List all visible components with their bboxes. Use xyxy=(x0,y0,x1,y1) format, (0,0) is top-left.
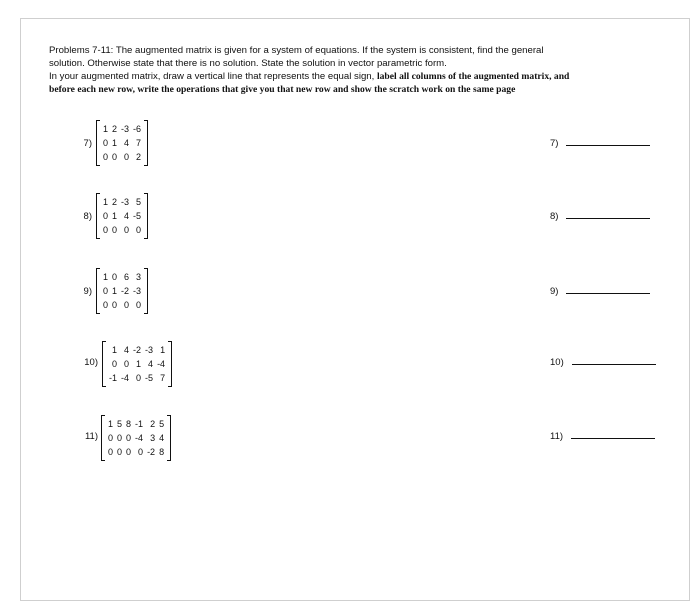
instructions-line-3-normal: In your augmented matrix, draw a vertical line that represents the equal sign, xyxy=(49,71,377,82)
problem-9 xyxy=(0,266,700,326)
problem-8 xyxy=(0,191,700,251)
problem-10 xyxy=(0,340,700,400)
matrix-cell: 0 xyxy=(103,152,109,162)
answer-label: 8) xyxy=(550,211,559,222)
matrix-cell: -2 xyxy=(133,345,142,355)
matrix-cell: 0 xyxy=(136,225,142,235)
matrix-cell: 4 xyxy=(159,433,165,443)
answer-line[interactable] xyxy=(550,286,650,297)
answer-blank[interactable] xyxy=(571,437,655,439)
matrix-cell: 7 xyxy=(136,138,142,148)
matrix-cell: -1 xyxy=(135,419,144,429)
matrix-cell: 0 xyxy=(108,447,114,457)
answer-line[interactable] xyxy=(550,357,656,368)
matrix-cell: 0 xyxy=(136,300,142,310)
matrix-cell: 0 xyxy=(112,359,118,369)
answer-line[interactable] xyxy=(550,211,650,222)
matrix-cell: 0 xyxy=(112,152,118,162)
problem-number: 11) xyxy=(84,431,98,442)
instructions-line-4: before each new row, write the operations that give you that new row and show the scratch work on the same page xyxy=(49,84,516,95)
answer-label: 7) xyxy=(550,138,559,149)
matrix-cell: 4 xyxy=(124,211,130,221)
matrix-cell: 0 xyxy=(103,138,109,148)
matrix-cell: 3 xyxy=(136,272,142,282)
matrix-cell: 0 xyxy=(124,152,130,162)
matrix-cell: -3 xyxy=(133,286,142,296)
problem-11 xyxy=(0,413,700,473)
augmented-matrix xyxy=(102,342,172,386)
answer-blank[interactable] xyxy=(566,292,650,294)
problem-number: 9) xyxy=(83,286,92,297)
matrix-cell: 7 xyxy=(160,373,166,383)
matrix-cell: 0 xyxy=(124,225,130,235)
matrix-cell: 8 xyxy=(159,447,165,457)
matrix-cell: 4 xyxy=(124,345,130,355)
matrix-cell: 1 xyxy=(112,345,118,355)
matrix-cell: 5 xyxy=(136,197,142,207)
matrix-cell: 4 xyxy=(148,359,154,369)
instructions-line-3-bold: label all columns of the augmented matrix, and xyxy=(376,71,570,82)
matrix-cell: 0 xyxy=(108,433,114,443)
matrix-cell: 0 xyxy=(126,433,132,443)
answer-line[interactable] xyxy=(550,431,655,442)
matrix-cell: -6 xyxy=(133,124,142,134)
augmented-matrix xyxy=(96,269,148,313)
problem-number: 8) xyxy=(83,211,92,222)
matrix-cell: 1 xyxy=(112,138,118,148)
matrix-cell: 4 xyxy=(124,138,130,148)
instructions-line-2: solution. Otherwise state that there is no solution. State the solution in vector parametric form. xyxy=(49,58,447,69)
matrix-cell: 0 xyxy=(103,211,109,221)
matrix-cell: 1 xyxy=(103,197,109,207)
matrix-cell: 0 xyxy=(136,373,142,383)
matrix-cell: -4 xyxy=(135,433,144,443)
augmented-matrix xyxy=(101,416,171,460)
matrix-cell: -1 xyxy=(109,373,118,383)
matrix-cell: -4 xyxy=(121,373,130,383)
matrix-cell: 1 xyxy=(103,272,109,282)
matrix-cell: 0 xyxy=(126,447,132,457)
matrix-cell: -2 xyxy=(147,447,156,457)
matrix-cell: 3 xyxy=(150,433,156,443)
matrix-cell: 0 xyxy=(112,225,118,235)
matrix-cell: 0 xyxy=(124,359,130,369)
matrix-cell: 2 xyxy=(112,124,118,134)
matrix-cell: -4 xyxy=(157,359,166,369)
matrix-cell: 0 xyxy=(117,447,123,457)
matrix-cell: 2 xyxy=(112,197,118,207)
matrix-cell: -3 xyxy=(121,124,130,134)
matrix-cell: 0 xyxy=(103,225,109,235)
matrix-cell: 2 xyxy=(150,419,156,429)
matrix-cell: 0 xyxy=(138,447,144,457)
instructions-line-1: Problems 7-11: The augmented matrix is given for a system of equations. If the system is consistent, find the general xyxy=(49,45,544,56)
answer-label: 10) xyxy=(550,357,564,368)
answer-blank[interactable] xyxy=(566,217,650,219)
augmented-matrix xyxy=(96,121,148,165)
augmented-matrix xyxy=(96,194,148,238)
matrix-cell: 0 xyxy=(112,272,118,282)
matrix-cell: 0 xyxy=(103,300,109,310)
matrix-cell: 0 xyxy=(103,286,109,296)
matrix-cell: -5 xyxy=(145,373,154,383)
matrix-cell: 0 xyxy=(112,300,118,310)
matrix-cell: 0 xyxy=(117,433,123,443)
problem-7 xyxy=(0,118,700,178)
answer-line[interactable] xyxy=(550,138,650,149)
problem-number: 7) xyxy=(83,138,92,149)
matrix-cell: 6 xyxy=(124,272,130,282)
instructions-line-3 xyxy=(49,70,659,83)
matrix-cell: 1 xyxy=(112,211,118,221)
instructions xyxy=(49,44,659,96)
problem-number: 10) xyxy=(84,357,98,368)
matrix-cell: -3 xyxy=(121,197,130,207)
matrix-cell: 1 xyxy=(136,359,142,369)
matrix-cell: -3 xyxy=(145,345,154,355)
answer-label: 11) xyxy=(550,431,564,442)
matrix-cell: 2 xyxy=(136,152,142,162)
matrix-cell: 5 xyxy=(159,419,165,429)
matrix-cell: 0 xyxy=(124,300,130,310)
matrix-cell: 1 xyxy=(103,124,109,134)
matrix-cell: 5 xyxy=(117,419,123,429)
matrix-cell: -2 xyxy=(121,286,130,296)
matrix-cell: 1 xyxy=(112,286,118,296)
answer-blank[interactable] xyxy=(566,144,650,146)
answer-blank[interactable] xyxy=(572,363,656,365)
matrix-cell: 1 xyxy=(108,419,114,429)
answer-label: 9) xyxy=(550,286,559,297)
matrix-cell: 8 xyxy=(126,419,132,429)
matrix-cell: -5 xyxy=(133,211,142,221)
matrix-cell: 1 xyxy=(160,345,166,355)
